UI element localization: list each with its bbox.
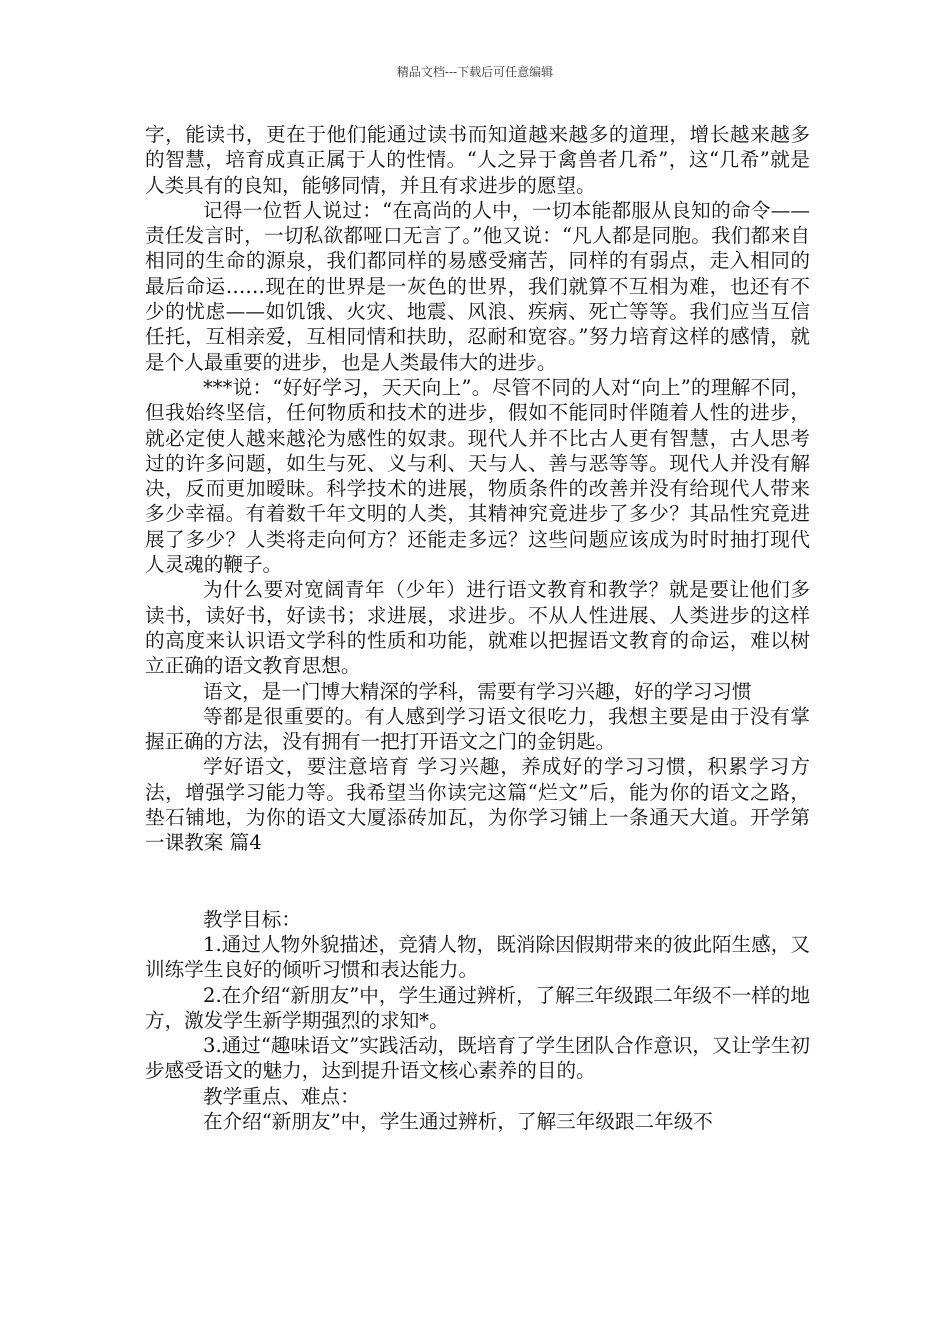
section-gap: [145, 856, 810, 907]
paragraph-2: 记得一位哲人说过：“在高尚的人中，一切本能都服从良知的命令——责任发言时，一切私欲都哑口无言了。”他又说：“凡人都是同胞。我们都来自相同的生命的源泉，我们都同样的易感受痛苦，同样的有弱点，走入相同的最后命运……现在的世界是一灰色的世界，我们就算不互相为难，也还有不少的忧虑——如饥饿、火灾、地震、风浪、疾病、死亡等等。我们应当互信任托，互相亲爱，互相同情和扶助，忍耐和宽容。”努力培育这样的感情，就是个人最重要的进步，也是人类最伟大的进步。: [145, 198, 810, 374]
heading-key-points: 教学重点、难点：: [203, 1084, 360, 1108]
goal-item-2: 2.在介绍“新朋友”中，学生通过辨析，了解三年级跟二年级不一样的地方，激发学生新学期强烈的求知*。: [145, 983, 810, 1032]
page-header: 精品文档---下载后可任意编辑: [396, 65, 554, 79]
heading-teaching-goals: 教学目标：: [203, 907, 301, 931]
paragraph-1: 字，能读书，更在于他们能通过读书而知道越来越多的道理，增长越来越多的智慧，培育成真正属于人的性情。“人之异于禽兽者几希”，这“几希”就是人类具有的良知，能够同情，并且有求进步的愿望。: [145, 123, 810, 197]
paragraph-7: 学好语文，要注意培育 学习兴趣，养成好的学习习惯，积累学习方法，增强学习能力等。我希望当你读完这篇“烂文”后，能为你的语文之路，垫石铺地，为你的语文大厦添砖加瓦，为你学习铺上一条通天大道。开学第一课教案 篇4: [145, 755, 810, 855]
goal-item-1: 1.通过人物外貌描述，竞猜人物，既消除因假期带来的彼此陌生感，又训练学生良好的倾听习惯和表达能力。: [145, 932, 810, 982]
paragraph-5: 语文，是一门博大精深的学科，需要有学习兴趣，好的学习习惯: [203, 679, 752, 703]
goal-item-3: 3.通过“趣味语文”实践活动，既培育了学生团队合作意识，又让学生初步感受语文的魅力，达到提升语文核心素养的目的。: [145, 1034, 810, 1083]
document-body: [145, 122, 810, 1134]
paragraph-3: ***说：“好好学习，天天向上”。尽管不同的人对“向上”的理解不同，但我始终坚信，任何物质和技术的进步，假如不能同时伴随着人性的进步，就必定使人越来越沦为感性的奴隶。现代人并不比古人更有智慧，古人思考过的许多问题，如生与死、义与利、天与人、善与恶等等。现代人并没有解决，反而更加暧昧。科学技术的进展，物质条件的改善并没有给现代人带来多少幸福。有着数千年文明的人类，其精神究竟进步了多少？其品性究竟进展了多少？人类将走向何方？还能走多远？这些问题应该成为时时抽打现代人灵魂的鞭子。: [145, 375, 810, 577]
paragraph-4: 为什么要对宽阔青年（少年）进行语文教育和教学？就是要让他们多读书，读好书，好读书；求进展，求进步。不从人性进展、人类进步的这样的高度来认识语文学科的性质和功能，就难以把握语文教育的命运，难以树立正确的语文教育思想。: [145, 578, 810, 678]
paragraph-6: 等都是很重要的。有人感到学习语文很吃力，我想主要是由于没有掌握正确的方法，没有拥有一把打开语文之门的金钥匙。: [145, 704, 810, 754]
key-points-text: 在介绍“新朋友”中，学生通过辨析，了解三年级跟二年级不: [203, 1109, 713, 1133]
